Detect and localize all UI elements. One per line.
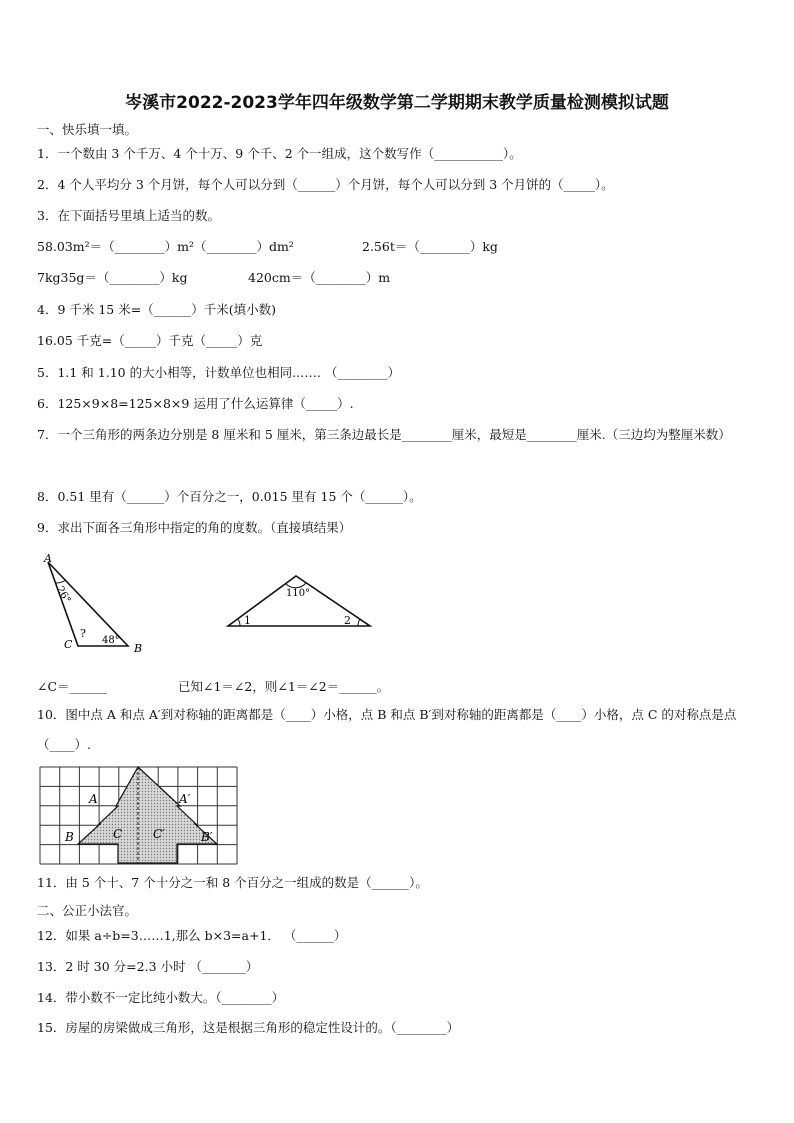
question-4a: 4．9 千米 15 米=（______）千米(填小数) bbox=[37, 302, 276, 317]
label-b: B bbox=[65, 830, 74, 844]
section-heading-1: 一、快乐填一填。 bbox=[37, 122, 138, 137]
question-7: 7．一个三角形的两条边分别是 8 厘米和 5 厘米，第三条边最长是________厘米，最短是________厘米.（三边均为整厘米数） bbox=[37, 427, 731, 442]
question-9a: ∠C＝______ bbox=[37, 679, 108, 694]
question-5: 5．1.1 和 1.10 的大小相等，计数单位也相同.…… （________） bbox=[37, 365, 401, 380]
question-3c: 7kg35g＝（________）kg bbox=[37, 270, 188, 285]
question-9b: 已知∠1＝∠2，则∠1＝∠2＝______。 bbox=[178, 679, 390, 694]
label-c: C bbox=[113, 827, 123, 841]
question-4b: 16.05 千克=（_____）千克（_____）克 bbox=[37, 333, 263, 348]
question-2: 2．4 个人平均分 3 个月饼，每个人可以分到（______）个月饼，每个人可以分到 3 个月饼的（_____）。 bbox=[37, 177, 614, 192]
angle-a-label: 26° bbox=[53, 584, 73, 606]
question-10: 10．图中点 A 和点 A′到对称轴的距离都是（____）小格，点 B 和点 B′到对称轴的距离都是（____）小格，点 C 的对称点是点（____）. bbox=[37, 707, 737, 752]
question-8: 8．0.51 里有（______）个百分之一，0.015 里有 15 个（______）。 bbox=[37, 489, 422, 504]
question-1: 1．一个数由 3 个千万、4 个十万、9 个千、2 个一组成，这个数写作（___________）。 bbox=[37, 146, 522, 161]
question-15: 15．房屋的房梁做成三角形，这是根据三角形的稳定性设计的。（________） bbox=[37, 1020, 460, 1035]
question-13: 13．2 时 30 分=2.3 小时 （_______） bbox=[37, 959, 259, 974]
vertex-a-label: A bbox=[44, 552, 52, 565]
label-c-prime: C′ bbox=[153, 827, 165, 841]
triangle-abc-figure bbox=[34, 550, 154, 660]
question-3b: 2.56t＝（________）kg bbox=[362, 239, 498, 254]
label-b-prime: B′ bbox=[201, 830, 213, 844]
question-11: 11．由 5 个十、7 个十分之一和 8 个百分之一组成的数是（______）。 bbox=[37, 875, 428, 890]
question-3a: 58.03m²＝（________）m²（________）dm² bbox=[37, 239, 294, 254]
angle-c-label: ? bbox=[80, 627, 86, 640]
vertex-c-label: C bbox=[64, 638, 73, 651]
question-12: 12．如果 a÷b=3……1,那么 b×3=a+1． （______） bbox=[37, 928, 347, 943]
page-title: 岑溪市2022-2023学年四年级数学第二学期期末教学质量检测模拟试题 bbox=[125, 93, 669, 113]
angle-b-label: 48° bbox=[102, 635, 120, 646]
question-14: 14．带小数不一定比纯小数大。（________） bbox=[37, 990, 285, 1005]
symmetry-grid-figure bbox=[39, 766, 239, 866]
label-a: A bbox=[89, 792, 98, 806]
question-3d: 420cm＝（________）m bbox=[248, 270, 391, 285]
question-6: 6．125×9×8=125×8×9 运用了什么运算律（_____）. bbox=[37, 396, 354, 411]
vertex-b-label: B bbox=[134, 642, 143, 655]
angle-1-label: 1 bbox=[244, 614, 251, 627]
question-9: 9．求出下面各三角形中指定的角的度数。（直接填结果） bbox=[37, 520, 352, 535]
label-a-prime: A′ bbox=[179, 792, 191, 806]
section-heading-2: 二、公正小法官。 bbox=[37, 903, 138, 918]
angle-2-label: 2 bbox=[344, 614, 351, 627]
top-angle-label: 110° bbox=[286, 588, 311, 599]
triangle-obtuse-figure bbox=[224, 570, 376, 634]
question-3: 3．在下面括号里填上适当的数。 bbox=[37, 208, 220, 223]
